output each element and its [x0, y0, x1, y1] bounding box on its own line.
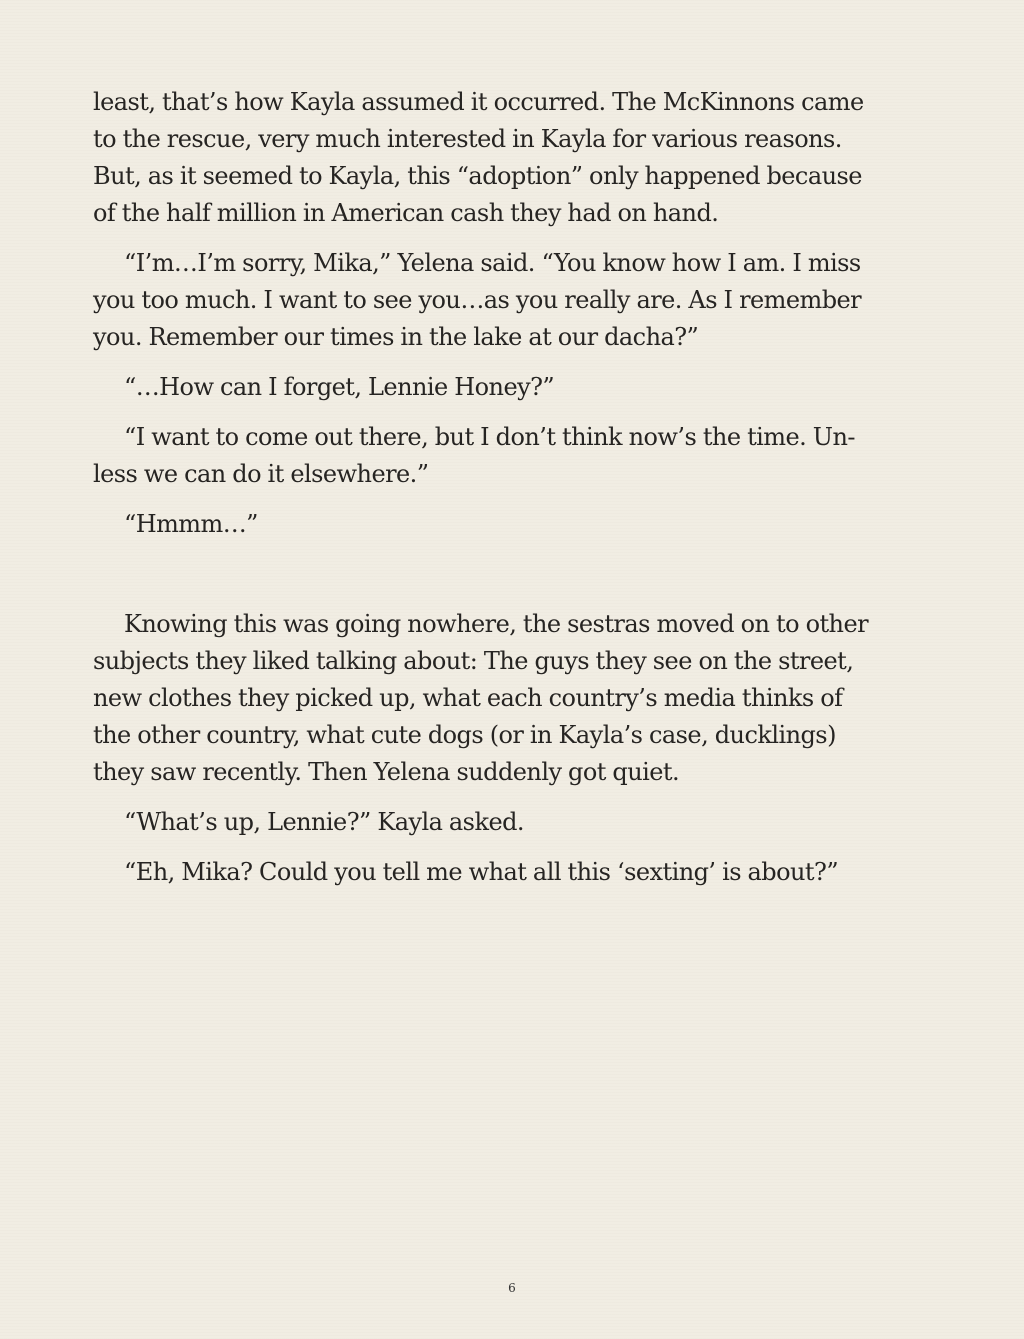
paragraph-3-line-1: “…How can I forget, Lennie Honey?”: [124, 373, 555, 401]
page-number: 6: [508, 1281, 516, 1295]
paragraph-2-line-2: you too much. I want to see you…as you really are. As I remember: [93, 286, 862, 314]
paragraph-1-line-2: to the rescue, very much interested in Kayla for various reasons.: [93, 125, 842, 153]
paragraph-2-line-1: “I’m…I’m sorry, Mika,” Yelena said. “You know how I am. I miss: [124, 249, 861, 277]
paragraph-6-line-1: Knowing this was going nowhere, the sestras moved on to other: [124, 610, 869, 638]
paragraph-4-line-2: less we can do it elsewhere.”: [93, 460, 429, 488]
paragraph-1-line-1: least, that’s how Kayla assumed it occurred. The McKinnons came: [93, 88, 864, 116]
paragraph-6-line-4: the other country, what cute dogs (or in Kayla’s case, ducklings): [93, 721, 836, 749]
paragraph-6-line-2: subjects they liked talking about: The guys they see on the street,: [93, 647, 854, 675]
paragraph-6-line-5: they saw recently. Then Yelena suddenly got quiet.: [93, 758, 680, 786]
paragraph-5-line-1: “Hmmm…”: [124, 510, 258, 538]
paragraph-6-line-3: new clothes they picked up, what each country’s media thinks of: [93, 684, 843, 712]
paragraph-7-line-1: “What’s up, Lennie?” Kayla asked.: [124, 808, 524, 836]
paragraph-8-line-1: “Eh, Mika? Could you tell me what all this ‘sexting’ is about?”: [124, 858, 839, 886]
paragraph-4-line-1: “I want to come out there, but I don’t think now’s the time. Un-: [124, 423, 855, 451]
paragraph-1-line-3: But, as it seemed to Kayla, this “adoption” only happened because: [93, 162, 862, 190]
paragraph-2-line-3: you. Remember our times in the lake at our dacha?”: [93, 323, 699, 351]
paragraph-1-line-4: of the half million in American cash they had on hand.: [93, 199, 719, 227]
